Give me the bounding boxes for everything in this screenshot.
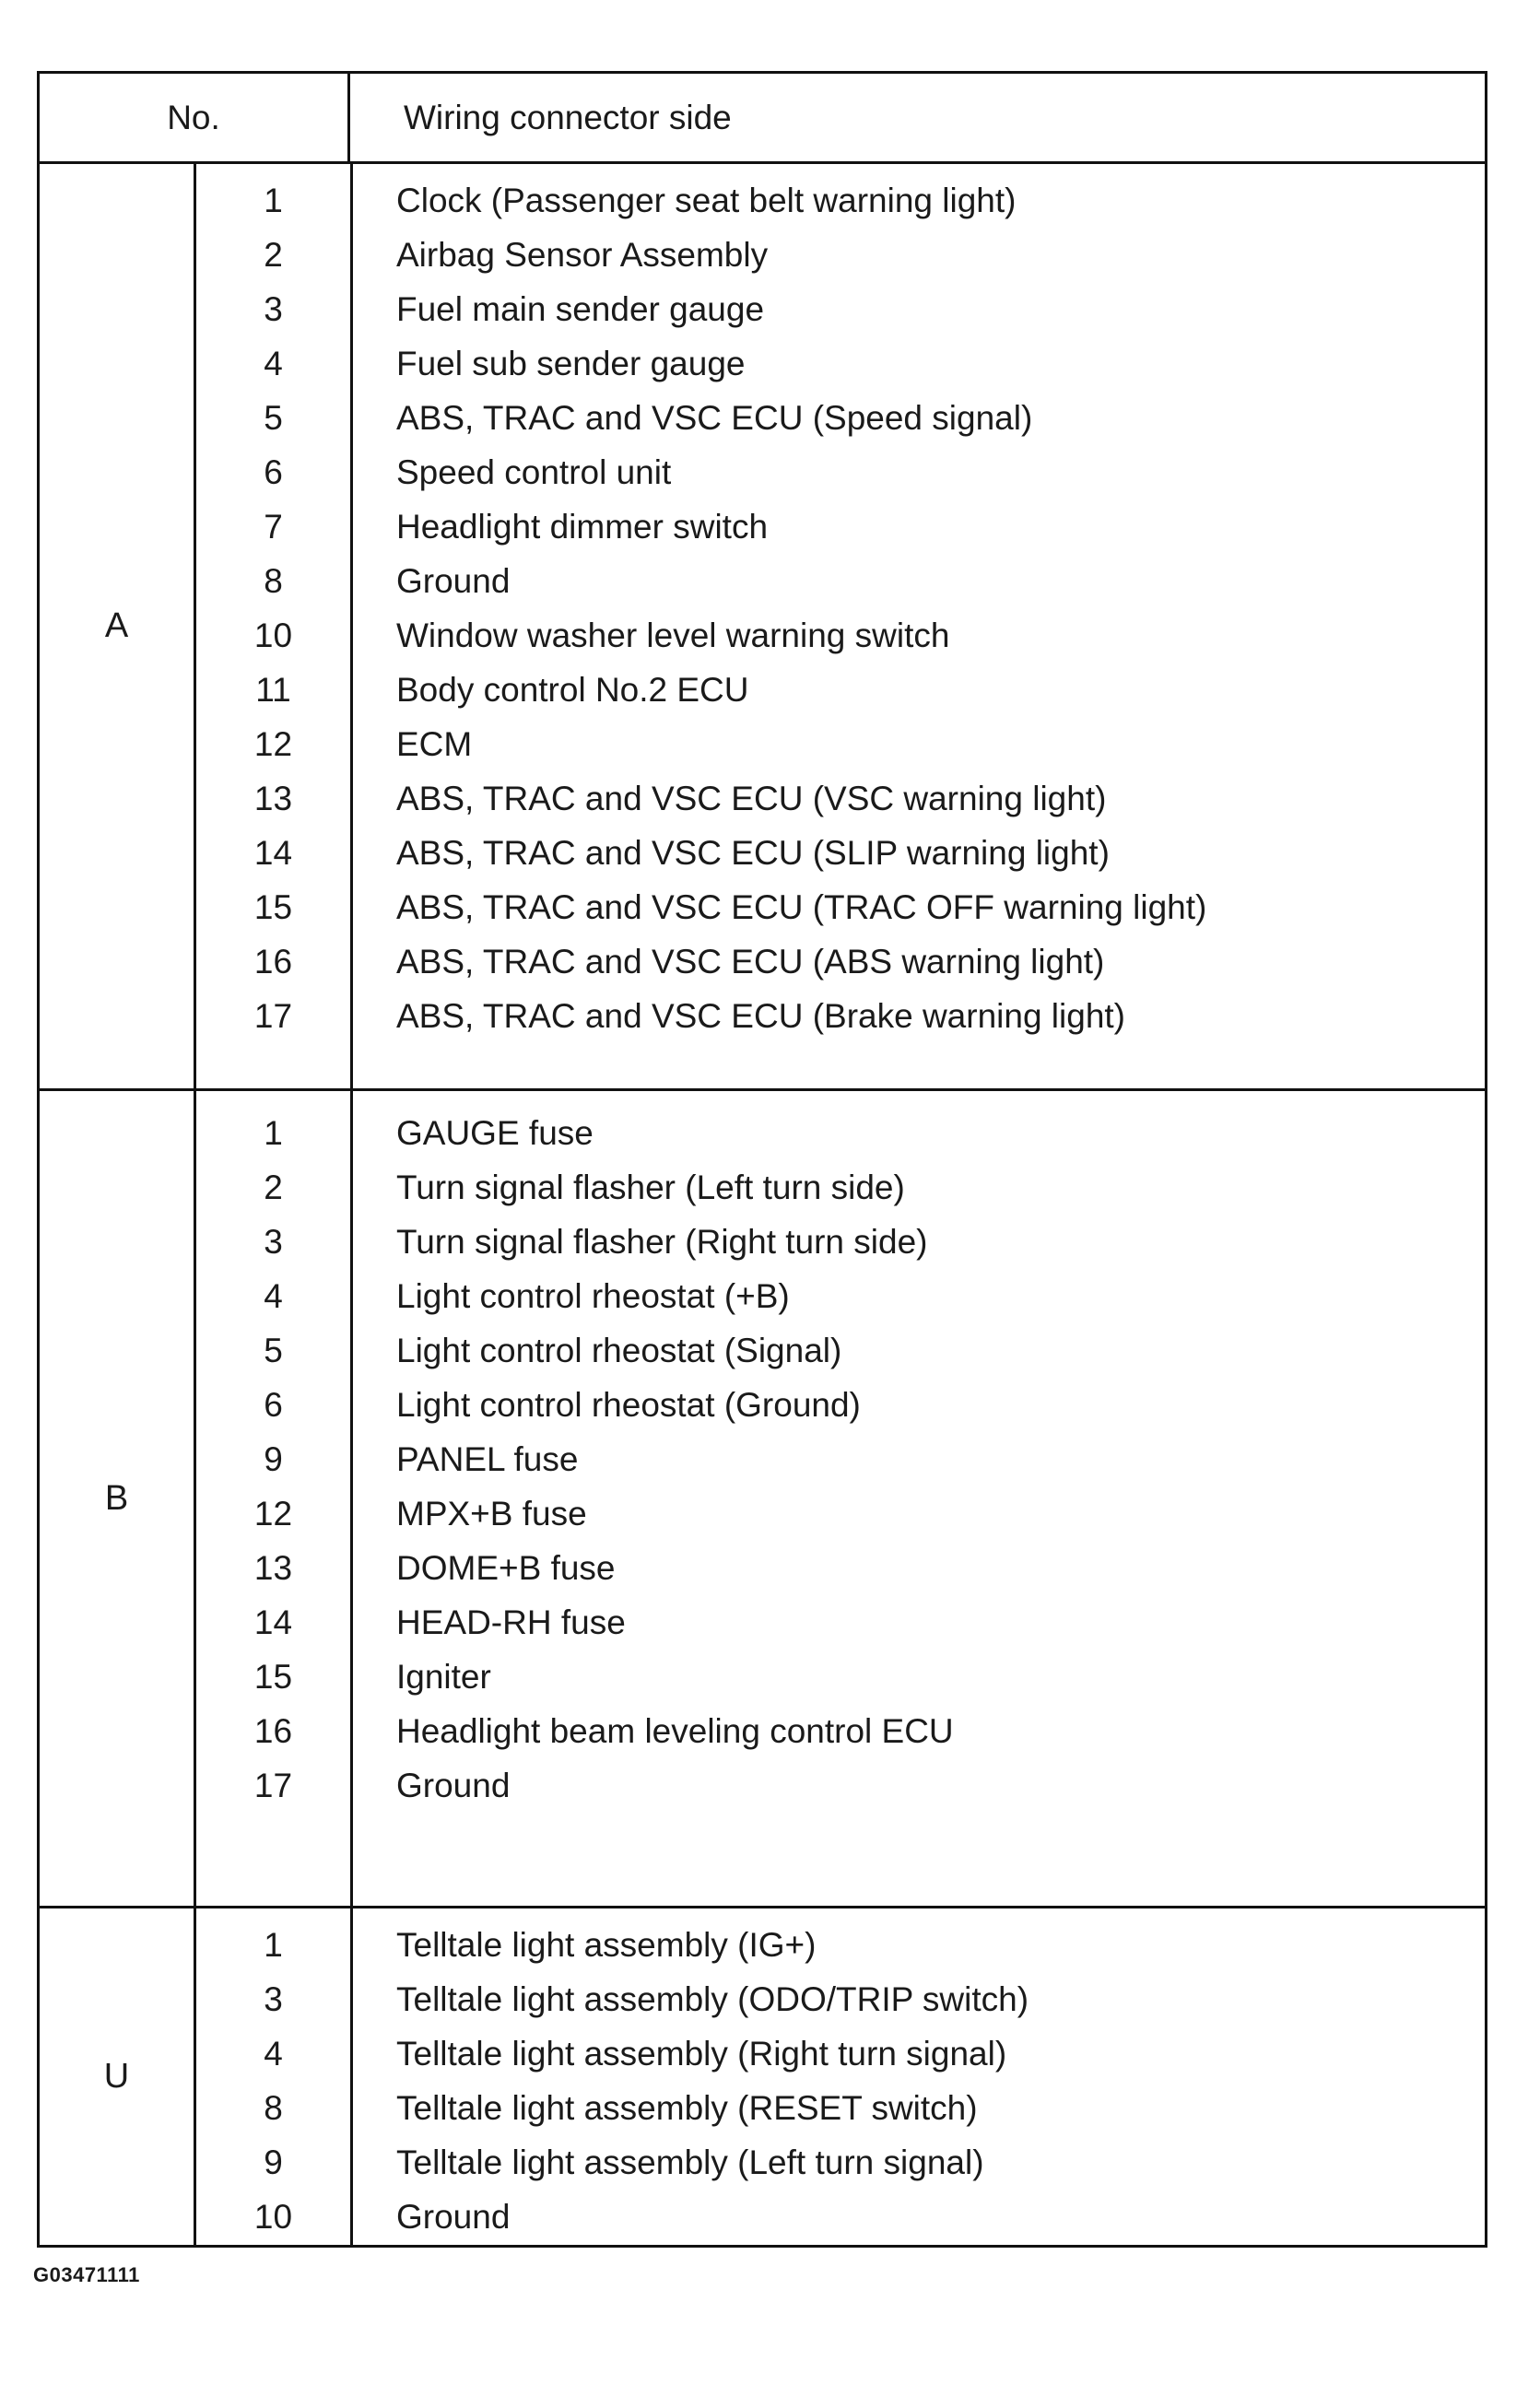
pin-number: 15 <box>253 888 293 926</box>
pin-number: 6 <box>264 453 283 491</box>
table-row <box>40 1595 1485 1650</box>
pin-number: 4 <box>264 345 283 382</box>
pin-number: 1 <box>264 1926 283 1964</box>
pin-number: 3 <box>264 1223 283 1261</box>
pin-number: 8 <box>264 2089 283 2127</box>
table-row <box>40 1486 1485 1541</box>
table-row <box>40 2190 1485 2244</box>
pin-number: 11 <box>255 671 291 709</box>
pin-number: 13 <box>253 780 293 817</box>
pin-number: 4 <box>264 2035 283 2073</box>
wiring-description: Headlight dimmer switch <box>396 508 769 546</box>
wiring-description: MPX+B fuse <box>396 1495 587 1533</box>
table-row <box>40 1378 1485 1432</box>
pin-number: 5 <box>264 399 283 437</box>
pin-number: 2 <box>264 1169 283 1206</box>
pin-number: 3 <box>264 290 283 328</box>
pin-number: 1 <box>264 1114 283 1152</box>
table-row <box>40 934 1485 989</box>
table-row <box>40 282 1485 336</box>
table-row <box>40 663 1485 717</box>
table-row <box>40 1215 1485 1269</box>
section-b <box>40 1091 1485 1908</box>
pin-number: 13 <box>253 1549 293 1587</box>
pin-number: 17 <box>253 997 293 1035</box>
wiring-description: Body control No.2 ECU <box>396 671 749 709</box>
pin-number: 6 <box>264 1386 283 1424</box>
wiring-description: ABS, TRAC and VSC ECU (Speed signal) <box>396 399 1033 437</box>
pin-number: 12 <box>253 1495 293 1533</box>
table-row <box>40 1758 1485 1813</box>
pin-number: 17 <box>253 1767 293 1804</box>
wiring-description: Telltale light assembly (ODO/TRIP switch) <box>396 1980 1029 2018</box>
table-row <box>40 880 1485 934</box>
pin-number: 16 <box>253 943 293 981</box>
wiring-description: GAUGE fuse <box>396 1114 594 1152</box>
wiring-description: Ground <box>396 1767 511 1804</box>
header-no: No. <box>40 74 350 161</box>
table-row <box>40 1704 1485 1758</box>
table-row <box>40 1106 1485 1160</box>
pin-number: 1 <box>264 182 283 219</box>
table-row <box>40 1323 1485 1378</box>
wiring-description: Telltale light assembly (Left turn signal) <box>396 2143 984 2181</box>
wiring-description: Ground <box>396 562 511 600</box>
header-wiring-connector-side: Wiring connector side <box>404 98 732 136</box>
table-row <box>40 1972 1485 2026</box>
table-row <box>40 391 1485 445</box>
pin-number: 4 <box>264 1277 283 1315</box>
table-row <box>40 1432 1485 1486</box>
wiring-description: Telltale light assembly (Right turn signal) <box>396 2035 1007 2073</box>
table-row <box>40 608 1485 663</box>
wiring-description: Fuel main sender gauge <box>396 290 765 328</box>
table-row <box>40 228 1485 282</box>
wiring-description: Turn signal flasher (Right turn side) <box>396 1223 928 1261</box>
table-row <box>40 2135 1485 2190</box>
table-row <box>40 445 1485 499</box>
table-row <box>40 717 1485 771</box>
section-letter: A <box>40 164 196 1088</box>
wiring-description: Fuel sub sender gauge <box>396 345 746 382</box>
wiring-description: ECM <box>396 725 473 763</box>
table-row <box>40 1160 1485 1215</box>
pin-number: 14 <box>253 1603 293 1641</box>
pin-number: 7 <box>264 508 283 546</box>
figure-id: G03471111 <box>33 2263 140 2286</box>
pin-number: 2 <box>264 236 283 274</box>
table-row <box>40 1918 1485 1972</box>
table-row <box>40 1269 1485 1323</box>
table-row <box>40 173 1485 228</box>
pin-number: 9 <box>264 2143 283 2181</box>
wiring-description: Airbag Sensor Assembly <box>396 236 769 274</box>
table-row <box>40 2026 1485 2081</box>
wiring-description: Ground <box>396 2198 511 2236</box>
wiring-description: Light control rheostat (+B) <box>396 1277 790 1315</box>
table-row <box>40 1650 1485 1704</box>
wiring-description: Clock (Passenger seat belt warning light) <box>396 182 1017 219</box>
table-row <box>40 989 1485 1043</box>
wiring-description: Headlight beam leveling control ECU <box>396 1712 954 1750</box>
table-row <box>40 554 1485 608</box>
wiring-description: Speed control unit <box>396 453 672 491</box>
pin-number: 9 <box>264 1440 283 1478</box>
section-letter: U <box>40 1908 196 2245</box>
pin-number: 10 <box>253 2198 293 2236</box>
wiring-description: PANEL fuse <box>396 1440 579 1478</box>
wiring-description: ABS, TRAC and VSC ECU (Brake warning light) <box>396 997 1126 1035</box>
pin-number: 5 <box>264 1332 283 1369</box>
wiring-description: Telltale light assembly (IG+) <box>396 1926 817 1964</box>
wiring-description: HEAD-RH fuse <box>396 1603 626 1641</box>
pin-number: 16 <box>253 1712 293 1750</box>
section-a <box>40 164 1485 1091</box>
wiring-description: ABS, TRAC and VSC ECU (TRAC OFF warning light) <box>396 888 1207 926</box>
wiring-description: Light control rheostat (Signal) <box>396 1332 842 1369</box>
wiring-description: Igniter <box>396 1658 491 1696</box>
connector-table <box>37 71 1487 2248</box>
pin-number: 10 <box>253 617 293 654</box>
wiring-description: DOME+B fuse <box>396 1549 616 1587</box>
wiring-description: Telltale light assembly (RESET switch) <box>396 2089 978 2127</box>
wiring-description: ABS, TRAC and VSC ECU (VSC warning light) <box>396 780 1107 817</box>
wiring-description: Light control rheostat (Ground) <box>396 1386 861 1424</box>
pin-number: 12 <box>253 725 293 763</box>
pin-number: 15 <box>253 1658 293 1696</box>
table-row <box>40 826 1485 880</box>
section-letter: B <box>40 1091 196 1906</box>
pin-number: 14 <box>253 834 293 872</box>
pin-number: 8 <box>264 562 283 600</box>
table-row <box>40 771 1485 826</box>
wiring-description: ABS, TRAC and VSC ECU (SLIP warning light) <box>396 834 1110 872</box>
wiring-description: Turn signal flasher (Left turn side) <box>396 1169 905 1206</box>
table-header <box>40 74 1485 164</box>
pin-number: 3 <box>264 1980 283 2018</box>
table-row <box>40 2081 1485 2135</box>
wiring-description: ABS, TRAC and VSC ECU (ABS warning light) <box>396 943 1105 981</box>
table-row <box>40 336 1485 391</box>
table-row <box>40 1541 1485 1595</box>
section-u <box>40 1908 1485 2245</box>
wiring-description: Window washer level warning switch <box>396 617 950 654</box>
table-row <box>40 499 1485 554</box>
